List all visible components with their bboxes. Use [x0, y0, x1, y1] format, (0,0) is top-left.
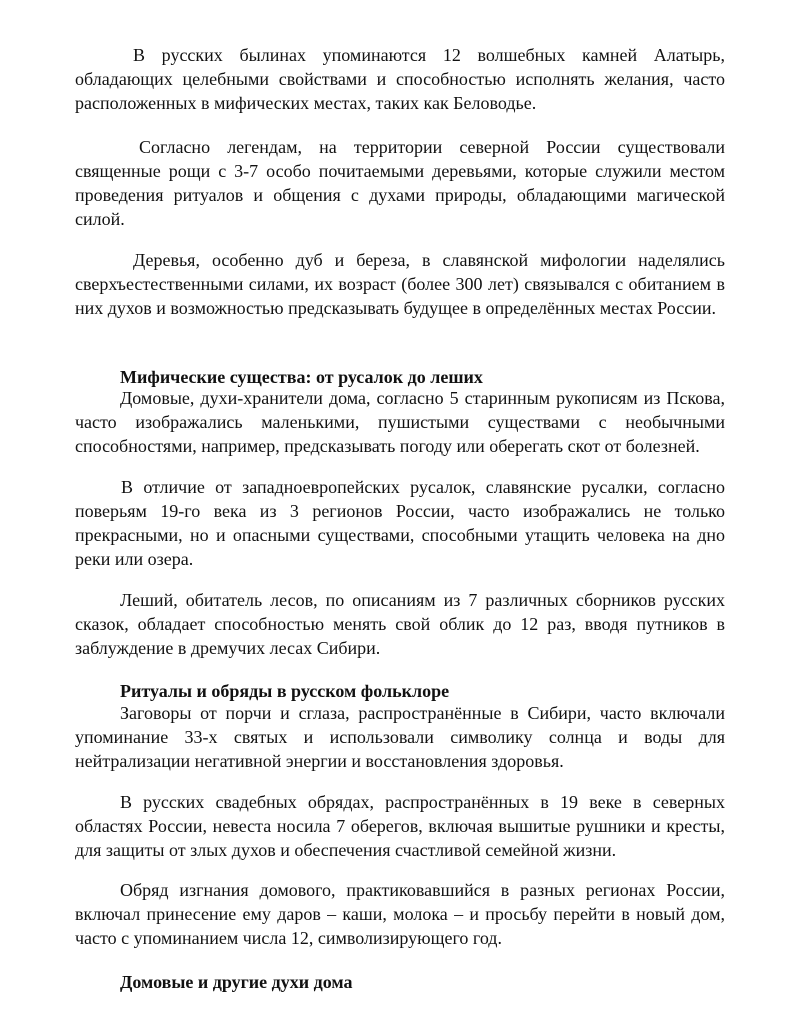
section-heading-mythical-creatures: Мифические существа: от русалок до леших — [120, 367, 483, 387]
paragraph-domovye: Домовые, духи-хранители дома, согласно 5 старинным рукописям из Пскова, часто изображались маленькими, пушистыми существами с необычными способностями, например, предсказывать погоду или оберегать скот от болезней. — [75, 388, 725, 456]
paragraph-alatyr-stones: В русских былинах упоминаются 12 волшебных камней Алатырь, обладающих целебными свойствами и способностью исполнять желания, часто расположенных в мифических местах, таких как Беловодье. — [75, 45, 725, 113]
section-heading-house-spirits: Домовые и другие духи дома — [120, 972, 353, 992]
paragraph-domovoy-expulsion: Обряд изгнания домового, практиковавшийся в разных регионах России, включал принесение ему даров – каши, молока – и просьбу перейти в новый дом, часто с упоминанием числа 12, символизирующего год. — [75, 880, 725, 948]
paragraph-rusalki: В отличие от западноевропейских русалок, славянские русалки, согласно поверьям 19-го века из 3 регионов России, часто изображались не только прекрасными, но и опасными существами, способными утащить человека на дно реки или озера. — [75, 477, 725, 569]
paragraph-wedding-rites: В русских свадебных обрядах, распространённых в 19 веке в северных областях России, невеста носила 7 оберегов, включая вышитые рушники и кресты, для защиты от злых духов и обеспечения счастливой семейной жизни. — [75, 792, 725, 860]
paragraph-leshy: Леший, обитатель лесов, по описаниям из 7 различных сборников русских сказок, обладает способностью менять свой облик до 12 раз, вводя путников в заблуждение в дремучих лесах Сибири. — [75, 590, 725, 658]
paragraph-charms: Заговоры от порчи и сглаза, распространённые в Сибири, часто включали упоминание 33-х святых и использовали символику солнца и воды для нейтрализации негативной энергии и восстановления здоровья. — [75, 703, 725, 771]
paragraph-sacred-groves: Согласно легендам, на территории северной России существовали священные рощи с 3-7 особо почитаемыми деревьями, которые служили местом проведения ритуалов и общения с духами природы, обладающими магической силой. — [75, 137, 725, 229]
paragraph-sacred-trees: Деревья, особенно дуб и береза, в славянской мифологии наделялись сверхъестественными силами, их возраст (более 300 лет) связывался с обитанием в них духов и возможностью предсказывать будущее в определённых местах России. — [75, 250, 725, 318]
section-heading-rituals: Ритуалы и обряды в русском фольклоре — [120, 681, 450, 701]
